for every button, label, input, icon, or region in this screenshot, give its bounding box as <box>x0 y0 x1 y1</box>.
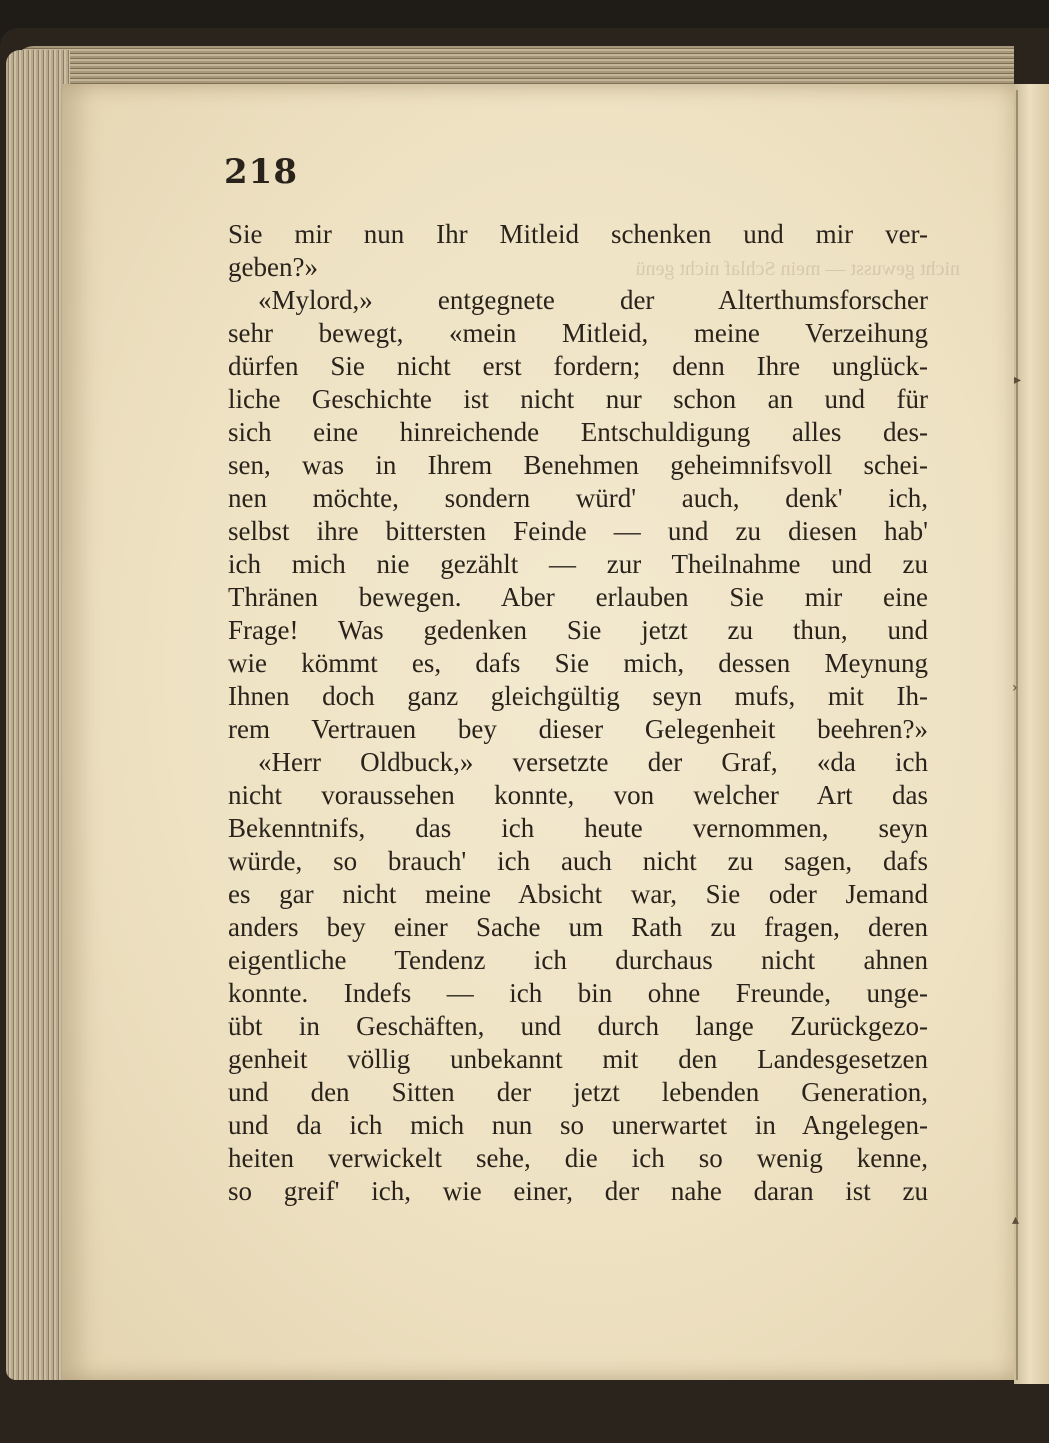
text-line: sehr bewegt, «mein Mitleid, meine Verzeihung <box>228 318 928 348</box>
text-line: Ihnen doch ganz gleichgültig seyn mufs, mit Ih- <box>228 681 928 711</box>
text-line: nen möchte, sondern würd' auch, denk' ich, <box>228 483 928 513</box>
margin-mark-icon: › <box>1012 680 1018 696</box>
text-line: und den Sitten der jetzt lebenden Generation, <box>228 1077 928 1107</box>
text-line: übt in Geschäften, und durch lange Zurückgezo- <box>228 1011 928 1041</box>
show-through-text: nicht gewusst — mein Schlaf nicht genü <box>635 258 960 280</box>
page-edges-left <box>6 50 70 1380</box>
text-line: liche Geschichte ist nicht nur schon an und für <box>228 384 928 414</box>
text-line: ich mich nie gezählt — zur Theilnahme und zu <box>228 549 928 579</box>
text-line: anders bey einer Sache um Rath zu fragen, deren <box>228 912 928 942</box>
text-line: eigentliche Tendenz ich durchaus nicht ahnen <box>228 945 928 975</box>
text-line: Frage! Was gedenken Sie jetzt zu thun, und <box>228 615 928 645</box>
text-line: nicht voraussehen konnte, von welcher Art das <box>228 780 928 810</box>
text-line: und da ich mich nun so unerwartet in Angelegen- <box>228 1110 928 1140</box>
text-line: «Mylord,» entgegnete der Alterthumsforscher <box>258 285 928 315</box>
text-line: Bekenntnifs, das ich heute vernommen, seyn <box>228 813 928 843</box>
margin-mark-icon: ▸ <box>1014 372 1022 388</box>
text-line: Sie mir nun Ihr Mitleid schenken und mir ver- <box>228 219 928 249</box>
facing-page-gutter <box>1014 84 1049 1384</box>
text-line: dürfen Sie nicht erst fordern; denn Ihre unglück- <box>228 351 928 381</box>
text-line: genheit völlig unbekannt mit den Landesgesetzen <box>228 1044 928 1074</box>
text-line: heiten verwickelt sehe, die ich so wenig kenne, <box>228 1143 928 1173</box>
text-line: es gar nicht meine Absicht war, Sie oder Jemand <box>228 879 928 909</box>
text-line: so greif' ich, wie einer, der nahe daran ist zu <box>228 1176 928 1206</box>
text-line: wie kömmt es, dafs Sie mich, dessen Meynung <box>228 648 928 678</box>
text-line: «Herr Oldbuck,» versetzte der Graf, «da ich <box>258 747 928 777</box>
text-line: rem Vertrauen bey dieser Gelegenheit beehren?» <box>228 714 928 744</box>
gutter-rule <box>1016 90 1018 1380</box>
margin-mark-icon: ▴ <box>1012 1212 1020 1228</box>
text-line: geben?» <box>228 252 318 282</box>
text-line: selbst ihre bittersten Feinde — und zu diesen hab' <box>228 516 928 546</box>
page-number: 218 <box>224 152 298 192</box>
text-line: Thränen bewegen. Aber erlauben Sie mir eine <box>228 582 928 612</box>
body-text <box>228 218 928 1208</box>
text-line: sich eine hinreichende Entschuldigung alles des- <box>228 417 928 447</box>
text-line: sen, was in Ihrem Benehmen geheimnifsvoll schei- <box>228 450 928 480</box>
text-line: würde, so brauch' ich auch nicht zu sagen, dafs <box>228 846 928 876</box>
text-line: konnte. Indefs — ich bin ohne Freunde, unge- <box>228 978 928 1008</box>
